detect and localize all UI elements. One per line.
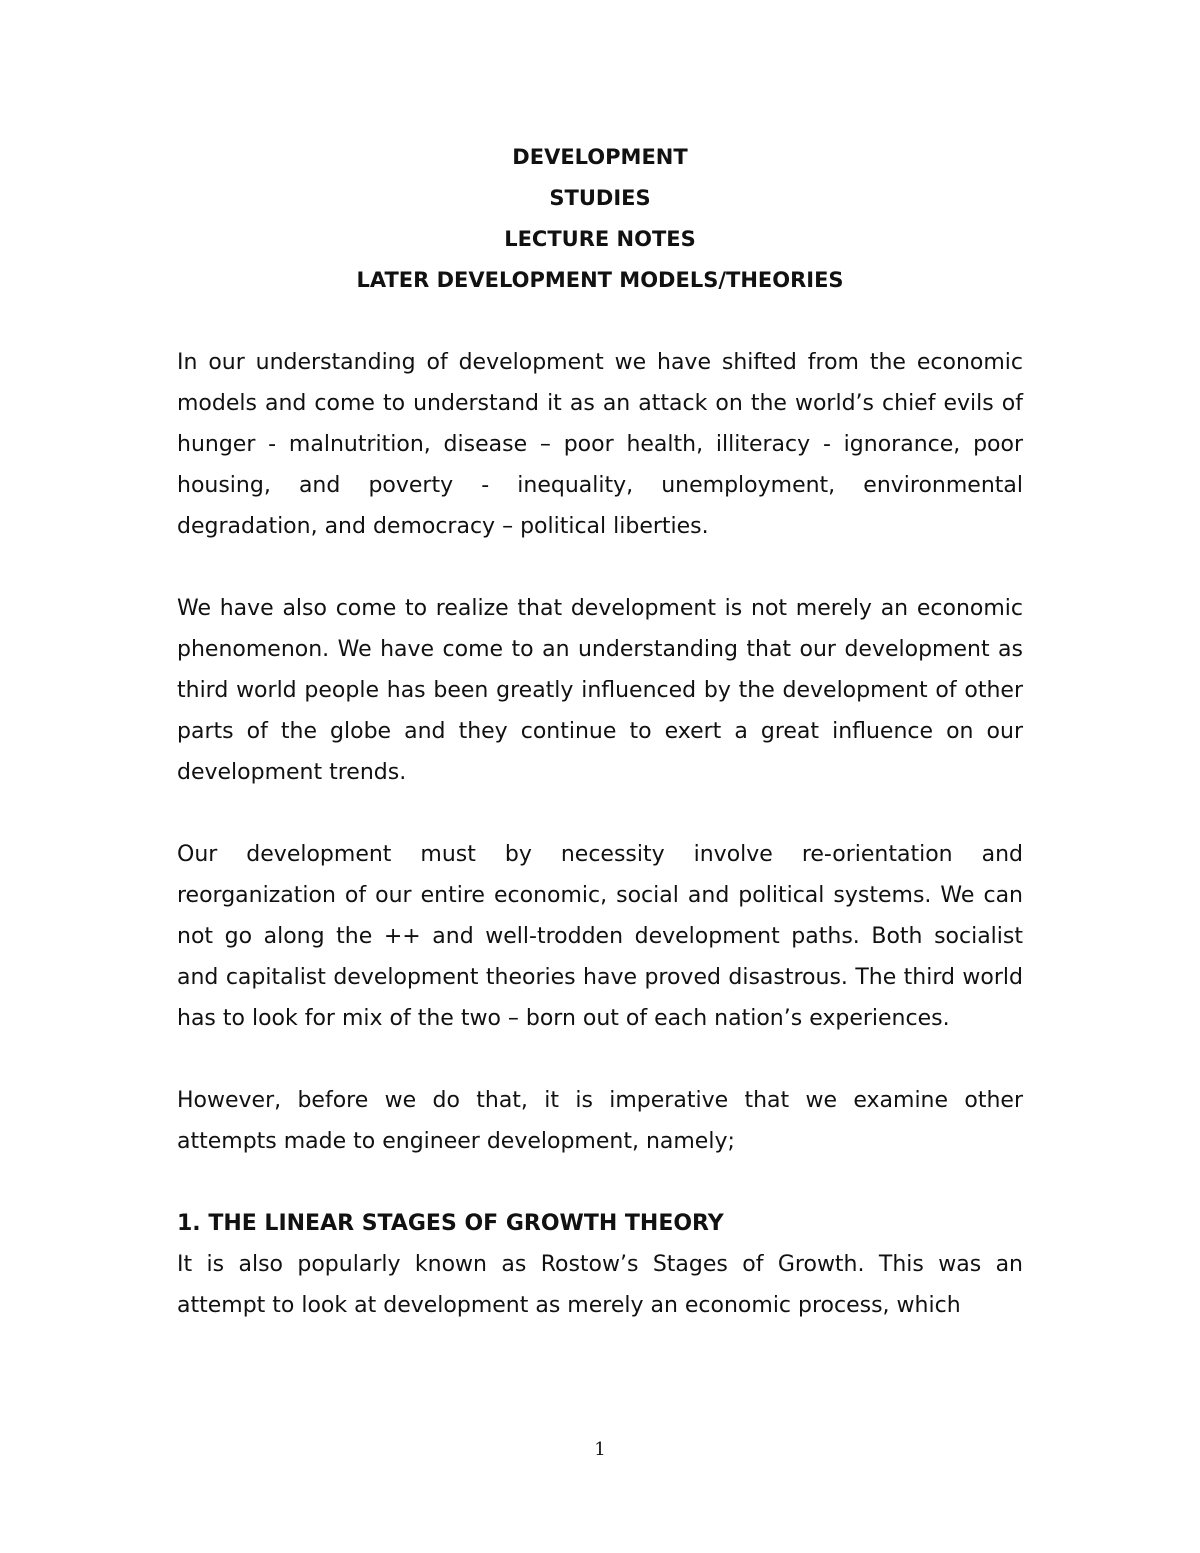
spacer bbox=[177, 301, 1023, 342]
title-line-lecture-notes: LECTURE NOTES bbox=[504, 227, 696, 251]
title-line-subject: LATER DEVELOPMENT MODELS/THEORIES bbox=[356, 268, 844, 292]
paragraph-4: However, before we do that, it is imperative that we examine other attempts made to engineer development, namely; bbox=[177, 1088, 1023, 1154]
paragraph-2: We have also come to realize that development is not merely an economic phenomenon. We have come to an understanding that our development as third world people has been greatly influenced by the development of other parts of the globe and they continue to exert a great influence on our development trends. bbox=[177, 596, 1023, 785]
spacer bbox=[177, 1162, 1023, 1203]
page-number: 1 bbox=[594, 1439, 606, 1460]
page-content bbox=[177, 137, 1023, 1326]
title-line-development: DEVELOPMENT bbox=[512, 145, 688, 169]
paragraph-3: Our development must by necessity involve re-orientation and reorganization of our entire economic, social and political systems. We can not go along the ++ and well-trodden development paths. Both socialist and capitalist development theories have proved disastrous. The third world has to look for mix of the two – born out of each nation’s experiences. bbox=[177, 842, 1023, 1031]
document-title bbox=[177, 137, 1023, 301]
spacer bbox=[177, 1039, 1023, 1080]
spacer bbox=[177, 793, 1023, 834]
paragraph-1: In our understanding of development we have shifted from the economic models and come to understand it as an attack on the world’s chief evils of hunger - malnutrition, disease – poor health, illiteracy - ignorance, poor housing, and poverty - inequality, unemployment, environmental degradation, and democracy – political liberties. bbox=[177, 350, 1023, 539]
spacer bbox=[177, 547, 1023, 588]
section-heading: 1. THE LINEAR STAGES OF GROWTH THEORY bbox=[177, 1211, 724, 1236]
title-line-studies: STUDIES bbox=[549, 186, 651, 210]
section-paragraph: It is also popularly known as Rostow’s Stages of Growth. This was an attempt to look at development as merely an economic process, which bbox=[177, 1252, 1023, 1318]
